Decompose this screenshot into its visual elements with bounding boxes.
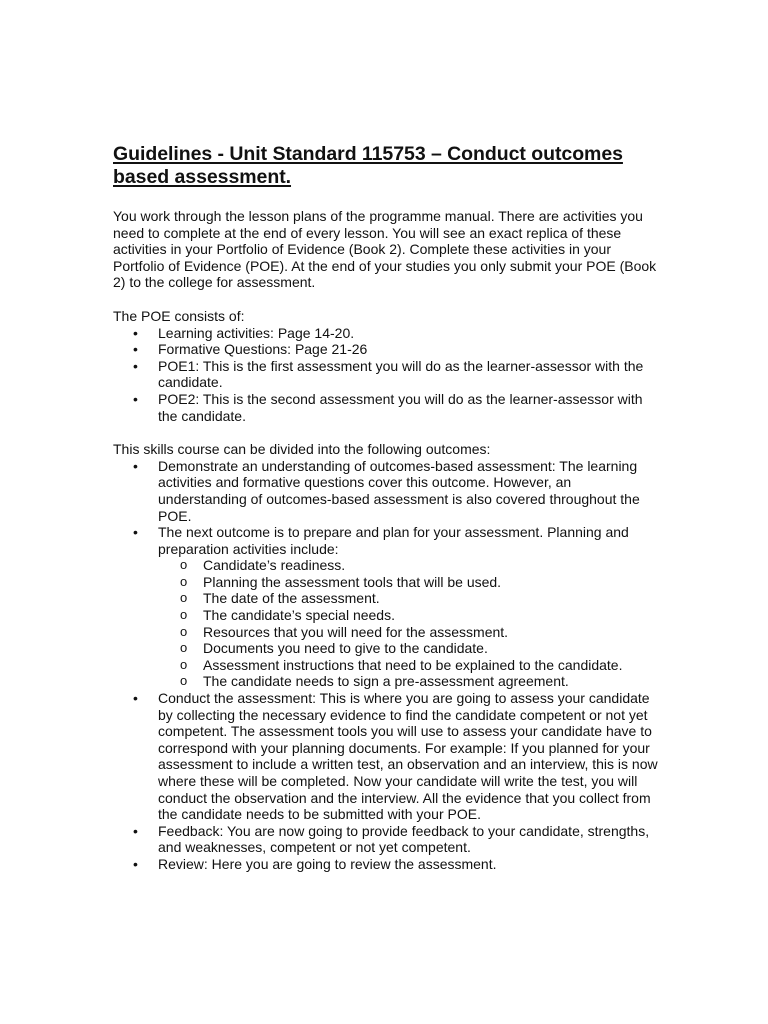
outcomes-list [113,458,658,873]
poe-item-text: Learning activities: Page 14-20. [158,324,355,341]
sub-list-item [180,590,658,607]
list-item [133,341,658,358]
sub-item-text: Resources that you will need for the assessment. [203,623,509,640]
bullet-icon: • [133,457,138,474]
list-item [133,690,658,823]
bullet-icon: • [133,341,138,358]
outcome-feedback: Feedback: You are now going to provide feedback to your candidate, strengths, and weaknesses, competent or not yet competent. [158,822,650,856]
intro-paragraph: You work through the lesson plans of the programme manual. There are activities you need to complete at the end of every lesson. You will see an exact replica of these activities in your Portfolio of Evidence (Book 2). Complete these activities in your Portfolio of Evidence (POE). At the end of your studies you only submit your POE (Book 2) to the college for assessment. [113,208,657,291]
circle-bullet-icon: o [180,557,188,573]
sub-item-text: The candidate needs to sign a pre-assessment agreement. [203,673,569,690]
document-page [113,143,658,873]
prepare-sublist [158,557,658,690]
sub-list-item [180,607,658,624]
bullet-icon: • [133,855,138,872]
poe-item-text: Formative Questions: Page 21-26 [158,341,368,358]
sub-item-text: Planning the assessment tools that will be used. [203,573,502,590]
sub-item-text: Candidate’s readiness. [203,557,346,574]
outcome-conduct: Conduct the assessment: This is where you are going to assess your candidate by collecting the necessary evidence to find the candidate competent or not yet competent. The assessment tools you will use to assess your candidate have to correspond with your planning documents. For example: If you planned for your assessment to include a written test, an observation and an interview, this is now where these will be completed. Now your candidate will write the test, you will conduct the observation and the interview. All the evidence that you collect from the candidate needs to be submitted with your POE. [158,690,658,823]
poe-item-text: POE2: This is the second assessment you will do as the learner-assessor with the candidate. [158,390,643,424]
list-item [133,457,658,524]
circle-bullet-icon: o [180,573,188,589]
sub-item-text: The candidate’s special needs. [203,607,395,624]
bullet-icon: • [133,324,138,341]
document-title: Guidelines - Unit Standard 115753 – Conduct outcomes based assessment. [113,143,623,188]
poe-list [113,325,658,425]
sub-list-item [180,656,658,674]
spacer [113,424,658,441]
bullet-icon: • [133,357,138,374]
circle-bullet-icon: o [180,607,188,623]
sub-list-item [180,557,658,574]
list-item [133,324,658,342]
circle-bullet-icon: o [180,623,188,639]
poe-item-text: POE1: This is the first assessment you will do as the learner-assessor with the candidate. [158,357,644,391]
sub-item-text: The date of the assessment. [203,590,380,607]
bullet-icon: • [133,390,138,407]
sub-list-item [180,623,658,641]
circle-bullet-icon: o [180,673,188,689]
circle-bullet-icon: o [180,590,188,606]
list-item [133,524,658,690]
outcomes-label: This skills course can be divided into the following outcomes: [113,441,491,458]
sub-item-text: Assessment instructions that need to be explained to the candidate. [203,656,623,673]
bullet-icon: • [133,690,138,707]
bullet-icon: • [133,524,138,541]
list-item [133,390,658,424]
list-item [133,357,658,391]
poe-label: The POE consists of: [113,307,245,324]
outcome-demonstrate: Demonstrate an understanding of outcomes-based assessment: The learning activities and formative questions cover this outcome. However, an understanding of outcomes-based assessment is also covered throughout the POE. [158,457,640,524]
sub-item-text: Documents you need to give to the candidate. [203,640,488,657]
circle-bullet-icon: o [180,656,188,672]
sub-list-item [180,573,658,591]
outcome-prepare: The next outcome is to prepare and plan for your assessment. Planning and preparation activities include: [158,524,629,557]
sub-list-item [180,673,658,690]
list-item [133,822,658,856]
bullet-icon: • [133,822,138,839]
list-item [133,855,658,873]
outcome-review: Review: Here you are going to review the assessment. [158,855,497,872]
circle-bullet-icon: o [180,640,188,656]
sub-list-item [180,640,658,657]
